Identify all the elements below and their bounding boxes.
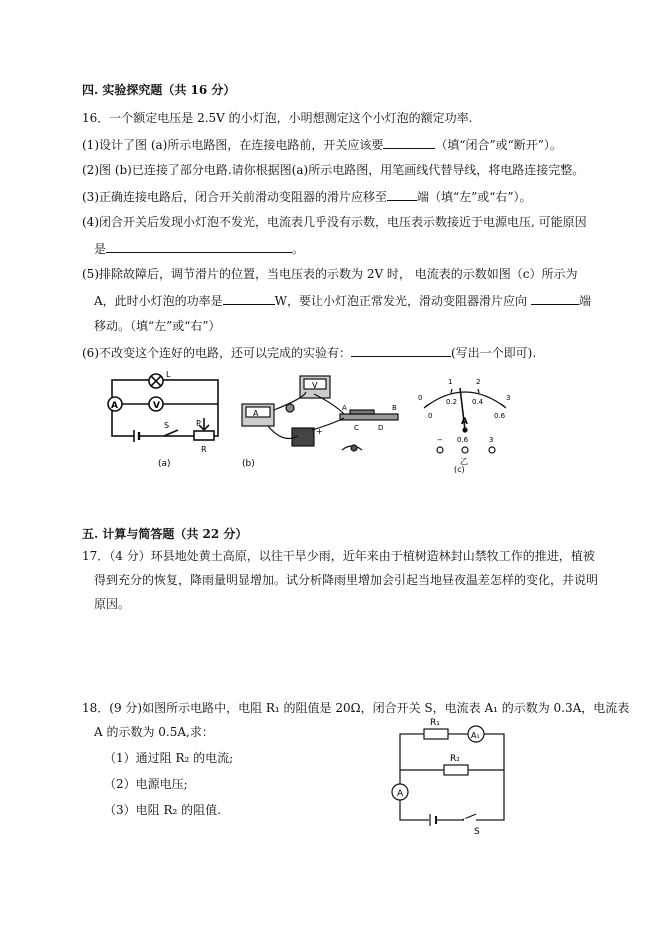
q16-p6-text-a: (6)不改变这个连好的电路，还可以完成的实验有： — [82, 346, 351, 360]
q18-label-r2: R₂ — [450, 754, 460, 764]
q18-sub1: （1）通过阻 R₂ 的电流; — [104, 751, 234, 765]
q16-stem: 16．一个额定电压是 2.5V 的小灯泡，小明想测定这个小灯泡的额定功率. — [82, 111, 473, 125]
figure-b-label-tb: B — [392, 404, 397, 412]
q16-part6 — [82, 344, 536, 361]
figure-b-apparatus — [232, 370, 412, 472]
q17-line2: 得到充分的恢复，降雨量明显增加。试分析降雨里增加会引起当地昼夜温差怎样的变化，并说明 — [94, 573, 599, 587]
q18-label-s: S — [474, 827, 480, 836]
figure-b-caption: (b) — [242, 459, 255, 469]
figure-b-label-v: V — [312, 381, 318, 390]
q18-line2: A 的示数为 0.5A,求： — [94, 725, 214, 739]
figure-b-label-a: A — [253, 409, 259, 418]
q16-p3-text-b: 端（填“左”或“右”）。 — [417, 190, 532, 204]
q18-label-a: A — [397, 789, 404, 799]
q18-label-r1: R₁ — [430, 718, 440, 728]
figure-c-note: 乙 — [460, 457, 468, 466]
figure-b-label-ta: A — [342, 404, 347, 412]
figure-a-label-p: P — [196, 419, 201, 428]
figure-a-label-v: V — [153, 401, 160, 411]
q16-part2: (2)图 (b)已连接了部分电路.请你根据图(a)所示电路图，用笔画线代替导线，将电路连接完整。 — [82, 163, 585, 177]
q18-sub3: （3）电阻 R₂ 的阻值. — [104, 803, 221, 817]
figure-c-scale-bottom-04: 0.4 — [472, 398, 484, 406]
q16-part5: (5)排除故障后，调节滑片的位置，当电压表的示数为 2V 时， 电流表的示数如图（c）所示为 — [82, 267, 578, 281]
q17-line1: 17．（4 分）环县地处黄土高原，以往干旱少雨，近年来由于植树造林封山禁牧工作的推进，植被 — [82, 549, 595, 563]
figure-c-scale-top-0: 0 — [418, 394, 423, 402]
q16-p5-text-c: W，要让小灯泡正常发光，滑动变阻器滑片应向 — [274, 294, 528, 308]
q16-p5-text-d: 端 — [579, 294, 592, 308]
q16-p4-text-c: 。 — [292, 242, 305, 256]
q16-p1-text-a: (1)设计了图 (a)所示电路图，在连接电路前，开关应该要 — [82, 138, 384, 152]
section4-title: 四. 实验探究题（共 16 分） — [82, 83, 236, 97]
q16-part4-cont — [94, 240, 304, 257]
figure-a-label-r: R — [201, 445, 207, 454]
q18-line1: 18．(9 分)如图所示电路中，电阻 R₁ 的阻值是 20Ω，闭合开关 S，电流表 A₁ 的示数为 0.3A，电流表 — [82, 701, 630, 715]
figure-a-label-s: S — [164, 421, 170, 430]
figure-a-circuit — [98, 368, 228, 470]
q18-label-a1: A₁ — [471, 731, 480, 740]
answer-blank-6[interactable] — [351, 344, 451, 357]
figure-b-label-plus: + — [316, 427, 323, 436]
answer-blank-4[interactable] — [106, 240, 292, 253]
figure-c-scale-top-1: 1 — [448, 378, 453, 386]
q16-p1-text-b: （填“闭合”或“断开”）。 — [435, 138, 562, 152]
q16-p5-text-b: A，此时小灯泡的功率是 — [94, 294, 223, 308]
figure-c-terminal-06: 0.6 — [457, 436, 469, 444]
figure-c-unit: A — [461, 417, 468, 427]
q17-line3: 原因。 — [94, 597, 131, 611]
q16-part5-cont — [94, 292, 591, 309]
q16-part3 — [82, 188, 532, 205]
section5-title: 五. 计算与简答题（共 22 分） — [82, 527, 248, 541]
figure-b-label-td: D — [378, 424, 384, 432]
q16-p6-text-b: (写出一个即可). — [451, 346, 537, 360]
q16-part5-end: 移动。（填“左”或“右”） — [94, 319, 221, 333]
figure-c-scale-top-2: 2 — [476, 378, 481, 386]
figure-c-scale-top-3: 3 — [506, 394, 511, 402]
figure-c-scale-bottom-06: 0.6 — [494, 412, 506, 420]
figure-c-scale-bottom-0: 0 — [428, 412, 433, 420]
q16-part1 — [82, 136, 562, 153]
q16-p4-text-b: 是 — [94, 242, 107, 256]
q18-circuit-diagram — [388, 714, 522, 836]
q18-sub2: （2）电源电压; — [104, 777, 188, 791]
figure-c-caption: (c) — [454, 465, 465, 474]
figure-a-label-l: L — [166, 370, 171, 379]
figure-c-terminal-3: 3 — [489, 436, 494, 444]
answer-blank-5b[interactable] — [531, 292, 579, 305]
figure-a-label-a: A — [111, 401, 118, 411]
figure-c-terminal-neg: − — [437, 436, 443, 444]
figure-c-scale-bottom-02: 0.2 — [446, 398, 458, 406]
q16-part4: (4)闭合开关后发现小灯泡不发光，电流表几乎没有示数，电压表示数接近于电源电压, 可能原因 — [82, 215, 587, 229]
figure-c-ammeter — [410, 368, 520, 474]
q16-p3-text-a: (3)正确连接电路后，闭合开关前滑动变阻器的滑片应移至 — [82, 190, 388, 204]
answer-blank-5a[interactable] — [223, 292, 275, 305]
answer-blank-1[interactable] — [383, 136, 435, 149]
answer-blank-3[interactable] — [387, 188, 417, 201]
figure-a-caption: (a) — [158, 459, 171, 469]
figure-b-label-tc: C — [354, 424, 359, 432]
